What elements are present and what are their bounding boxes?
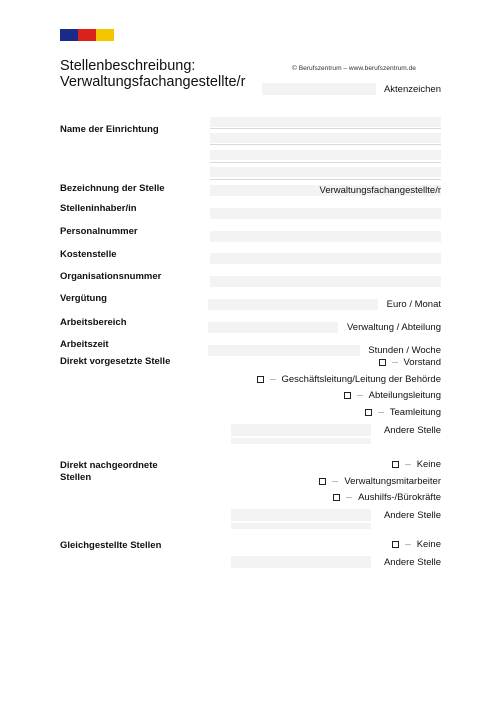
option-aushilfskraefte-label: Aushilfs-/Bürokräfte: [358, 492, 441, 503]
dash: [405, 544, 411, 545]
option-verwaltungsmitarbeiter-label: Verwaltungsmitarbeiter: [344, 476, 441, 487]
arbeitszeit-label: Arbeitszeit: [60, 339, 109, 350]
option-abteilungsleitung-label: Abteilungsleitung: [368, 390, 441, 401]
checkbox-keine-nachgeordnet[interactable]: [392, 461, 399, 468]
logo-flag: [60, 29, 114, 41]
checkbox-geschaeftsleitung[interactable]: [257, 376, 264, 383]
option-vorstand[interactable]: [379, 357, 442, 368]
personalnummer-label: Personalnummer: [60, 226, 138, 237]
dash: [346, 497, 352, 498]
checkbox-aushilfskraefte[interactable]: [333, 494, 340, 501]
einrichtung-line-4: [210, 179, 441, 180]
dash: [357, 395, 363, 396]
option-geschaeftsleitung[interactable]: [257, 374, 442, 385]
verguetung-label: Vergütung: [60, 293, 107, 304]
vorgesetzte-other-label: Andere Stelle: [383, 425, 441, 436]
gleichgestellte-other-field[interactable]: [231, 556, 371, 568]
dash: [270, 379, 276, 380]
arbeitszeit-field[interactable]: [208, 345, 360, 356]
einrichtung-field-4[interactable]: [210, 167, 441, 177]
arbeitsbereich-label: Arbeitsbereich: [60, 317, 127, 328]
option-teamleitung-label: Teamleitung: [389, 407, 441, 418]
nachgeordnete-other-field[interactable]: [231, 509, 371, 521]
checkbox-keine-gleichgestellt[interactable]: [392, 541, 399, 548]
bezeichnung-label: Bezeichnung der Stelle: [60, 183, 165, 194]
organisationsnummer-field[interactable]: [210, 276, 441, 287]
dash: [378, 412, 384, 413]
einrichtung-line-3: [210, 162, 441, 163]
einrichtung-line-2: [210, 144, 441, 145]
dash: [392, 362, 398, 363]
arbeitsbereich-field[interactable]: [208, 322, 338, 333]
kostenstelle-label: Kostenstelle: [60, 249, 117, 260]
document-title-line2: Verwaltungsfachangestellte/r: [60, 74, 246, 90]
einrichtung-line-1: [210, 128, 441, 129]
aktenzeichen-field[interactable]: [262, 83, 376, 95]
option-geschaeftsleitung-label: Geschäftsleitung/Leitung der Behörde: [281, 374, 441, 385]
option-aushilfskraefte[interactable]: [333, 492, 441, 503]
arbeitsbereich-value: Verwaltung / Abteilung: [346, 322, 441, 333]
logo-flag-red: [78, 29, 96, 41]
personalnummer-field[interactable]: [210, 231, 441, 242]
document-title-line1: Stellenbeschreibung:: [60, 58, 196, 74]
copyright-note: © Berufszentrum – www.berufszentrum.de: [292, 65, 416, 72]
dash: [405, 464, 411, 465]
nachgeordnete-label-line1: Direkt nachgeordnete: [60, 460, 158, 471]
vorgesetzte-other-field-2[interactable]: [231, 438, 371, 444]
checkbox-verwaltungsmitarbeiter[interactable]: [319, 478, 326, 485]
gleichgestellte-other-label: Andere Stelle: [383, 557, 441, 568]
einrichtung-field-3[interactable]: [210, 150, 441, 160]
option-abteilungsleitung[interactable]: [344, 390, 441, 401]
stelleninhaber-field[interactable]: [210, 208, 441, 219]
einrichtung-field-1[interactable]: [210, 117, 441, 127]
option-keine-nachgeordnet-label: Keine: [416, 459, 441, 470]
option-teamleitung[interactable]: [365, 407, 441, 418]
checkbox-abteilungsleitung[interactable]: [344, 392, 351, 399]
nachgeordnete-other-label: Andere Stelle: [383, 510, 441, 521]
nachgeordnete-label-line2: Stellen: [60, 472, 92, 483]
verguetung-value: Euro / Monat: [386, 299, 441, 310]
verguetung-field[interactable]: [208, 299, 378, 310]
option-vorstand-label: Vorstand: [403, 357, 441, 368]
vorgesetzte-other-field[interactable]: [231, 424, 371, 436]
einrichtung-field-2[interactable]: [210, 133, 441, 143]
bezeichnung-value: Verwaltungsfachangestellte/r: [319, 185, 441, 196]
aktenzeichen-label: Aktenzeichen: [383, 84, 441, 95]
option-keine-nachgeordnet[interactable]: [392, 459, 441, 470]
kostenstelle-field[interactable]: [210, 253, 441, 264]
option-keine-gleichgestellt-label: Keine: [416, 539, 441, 550]
nachgeordnete-label: [60, 460, 158, 484]
checkbox-teamleitung[interactable]: [365, 409, 372, 416]
dash: [332, 481, 338, 482]
vorgesetzte-label: Direkt vorgesetzte Stelle: [60, 356, 171, 367]
logo-flag-blue: [60, 29, 78, 41]
option-verwaltungsmitarbeiter[interactable]: [319, 476, 441, 487]
einrichtung-label: Name der Einrichtung: [60, 124, 159, 135]
stelleninhaber-label: Stelleninhaber/in: [60, 203, 137, 214]
document-title: [60, 58, 245, 90]
organisationsnummer-label: Organisationsnummer: [60, 271, 162, 282]
option-keine-gleichgestellt[interactable]: [392, 539, 441, 550]
arbeitszeit-value: Stunden / Woche: [368, 345, 441, 356]
logo-flag-yellow: [96, 29, 114, 41]
nachgeordnete-other-field-2[interactable]: [231, 523, 371, 529]
gleichgestellte-label: Gleichgestellte Stellen: [60, 540, 162, 551]
checkbox-vorstand[interactable]: [379, 359, 386, 366]
